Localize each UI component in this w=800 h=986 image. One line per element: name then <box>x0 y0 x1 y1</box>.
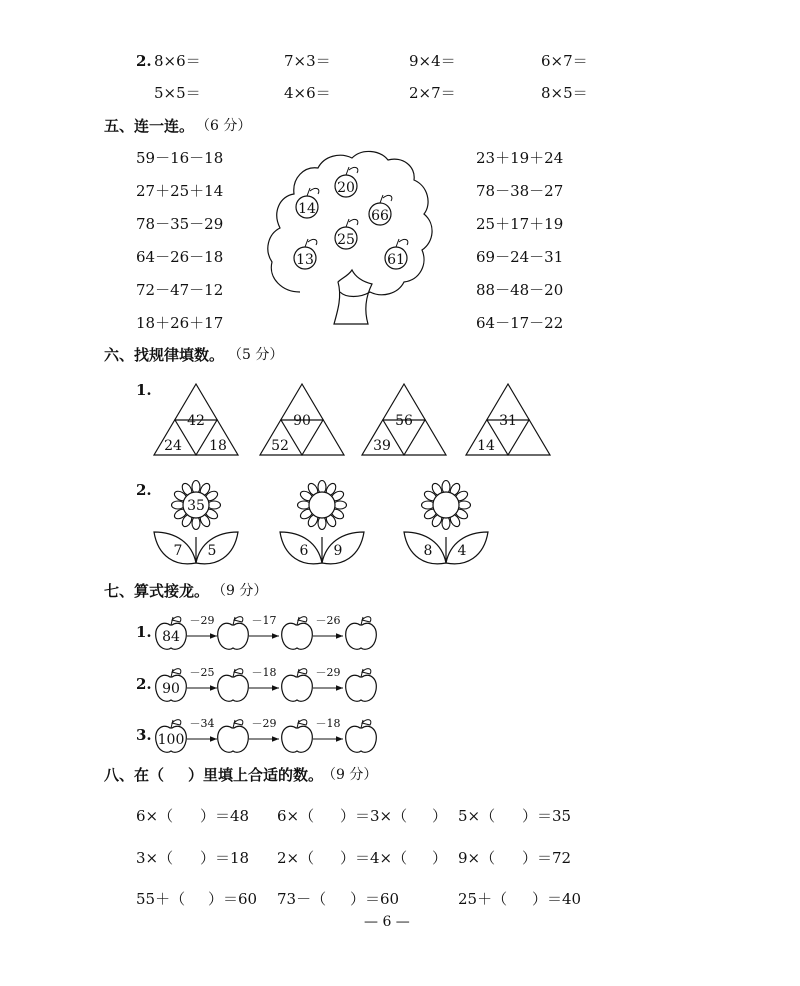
mult-problem: 8×6＝ <box>154 52 201 70</box>
apple-icon <box>282 726 313 752</box>
blank-equation: ）＝60 <box>208 890 258 908</box>
svg-text:31: 31 <box>499 413 517 429</box>
apple-number: 13 <box>296 252 314 268</box>
expression-left: 72－47－12 <box>136 281 224 299</box>
blank-equation: ）＝40 <box>532 890 582 908</box>
chain-operation: －29 <box>189 614 215 627</box>
mult-problem: 2×7＝ <box>409 84 456 102</box>
blank-equation: ）＝4×（ <box>340 849 408 867</box>
leaf-number: 4 <box>457 543 467 559</box>
section-6-score: （5 分） <box>228 347 284 363</box>
expression-left: 64－26－18 <box>136 248 224 266</box>
apple-icon <box>218 623 249 649</box>
leaf-number: 6 <box>299 543 309 559</box>
blank-equation: 25＋（ <box>458 890 508 908</box>
blank-equation: ） <box>432 849 448 867</box>
apple-icon <box>346 726 377 752</box>
apple-number: 14 <box>298 201 316 217</box>
mult-problem: 8×5＝ <box>541 84 588 102</box>
leaf-number: 9 <box>333 543 343 559</box>
apple-icon <box>346 675 377 701</box>
expression-left: 59－16－18 <box>136 149 224 167</box>
apple-number: 20 <box>337 180 355 196</box>
apple-icon <box>282 623 313 649</box>
svg-text:39: 39 <box>373 438 391 454</box>
svg-text:90: 90 <box>293 413 311 429</box>
section-5-score: （6 分） <box>196 118 252 134</box>
chain-3-label: 3. <box>136 726 152 744</box>
svg-text:52: 52 <box>271 438 289 454</box>
mult-problem: 4×6＝ <box>284 84 331 102</box>
expression-right: 23＋19＋24 <box>476 149 564 167</box>
svg-text:18: 18 <box>209 438 227 454</box>
leaf-number: 5 <box>207 543 217 559</box>
leaf-number: 7 <box>173 543 183 559</box>
expression-right: 64－17－22 <box>476 314 564 332</box>
blank-equation: ）＝72 <box>522 849 572 867</box>
svg-text:56: 56 <box>395 413 413 429</box>
page-number: — 6 — <box>364 914 410 930</box>
svg-text:24: 24 <box>164 438 182 454</box>
blank-equation: 9×（ <box>458 849 496 867</box>
apple-icon <box>282 675 313 701</box>
part-2-label: 2. <box>136 481 152 499</box>
svg-text:14: 14 <box>477 438 495 454</box>
blank-equation: 6×（ <box>277 807 315 825</box>
expression-right: 25＋17＋19 <box>476 215 564 233</box>
chain-operation: －29 <box>315 666 341 679</box>
section-8-score: （9 分） <box>322 767 378 783</box>
blank-equation: ）＝48 <box>200 807 250 825</box>
chain-operation: －17 <box>251 614 277 627</box>
section-8-title-start: 八、在（ <box>104 766 165 784</box>
blank-equation: ）＝60 <box>350 890 400 908</box>
chain-start-number: 84 <box>162 629 180 645</box>
blank-equation: 73－（ <box>277 890 327 908</box>
mult-problem: 5×5＝ <box>154 84 201 102</box>
chain-operation: －18 <box>251 666 277 679</box>
mult-problem: 9×4＝ <box>409 52 456 70</box>
svg-text:42: 42 <box>187 413 205 429</box>
chain-operation: －18 <box>315 717 341 730</box>
blank-equation: 2×（ <box>277 849 315 867</box>
expression-left: 78－35－29 <box>136 215 224 233</box>
blank-equation: ） <box>432 807 448 825</box>
section-7-score: （9 分） <box>212 583 268 599</box>
expression-left: 18＋26＋17 <box>136 314 224 332</box>
mult-problem: 7×3＝ <box>284 52 331 70</box>
apple-number: 61 <box>387 252 405 268</box>
blank-equation: ）＝18 <box>200 849 250 867</box>
expression-left: 27＋25＋14 <box>136 182 224 200</box>
blank-equation: 55＋（ <box>136 890 186 908</box>
blank-equation: 3×（ <box>136 849 174 867</box>
apple-icon <box>346 623 377 649</box>
section-6-title: 六、找规律填数。 <box>104 346 225 364</box>
chain-start-number: 100 <box>157 732 185 748</box>
flower-center-number: 35 <box>187 498 205 514</box>
blank-equation: 6×（ <box>136 807 174 825</box>
chain-2-label: 2. <box>136 675 152 693</box>
part-1-label: 1. <box>136 381 152 399</box>
leaf-number: 8 <box>423 543 433 559</box>
mult-problem: 6×7＝ <box>541 52 588 70</box>
blank-equation: 5×（ <box>458 807 496 825</box>
expression-right: 78－38－27 <box>476 182 564 200</box>
apple-number: 66 <box>371 208 389 224</box>
chain-1-label: 1. <box>136 623 152 641</box>
chain-operation: －34 <box>189 717 215 730</box>
section-5-title: 五、连一连。 <box>104 117 195 135</box>
chain-operation: －25 <box>189 666 215 679</box>
expression-right: 69－24－31 <box>476 248 564 266</box>
chain-operation: －29 <box>251 717 277 730</box>
section-7-title: 七、算式接龙。 <box>104 582 210 600</box>
section-8-title-end: ）里填上合适的数。 <box>188 766 324 784</box>
chain-operation: －26 <box>315 614 341 627</box>
blank-equation: ）＝35 <box>522 807 572 825</box>
apple-icon <box>218 726 249 752</box>
chain-start-number: 90 <box>162 681 180 697</box>
question-2-label: 2. <box>136 52 152 70</box>
apple-number: 25 <box>337 232 355 248</box>
expression-right: 88－48－20 <box>476 281 564 299</box>
blank-equation: ）＝3×（ <box>340 807 408 825</box>
apple-icon <box>218 675 249 701</box>
